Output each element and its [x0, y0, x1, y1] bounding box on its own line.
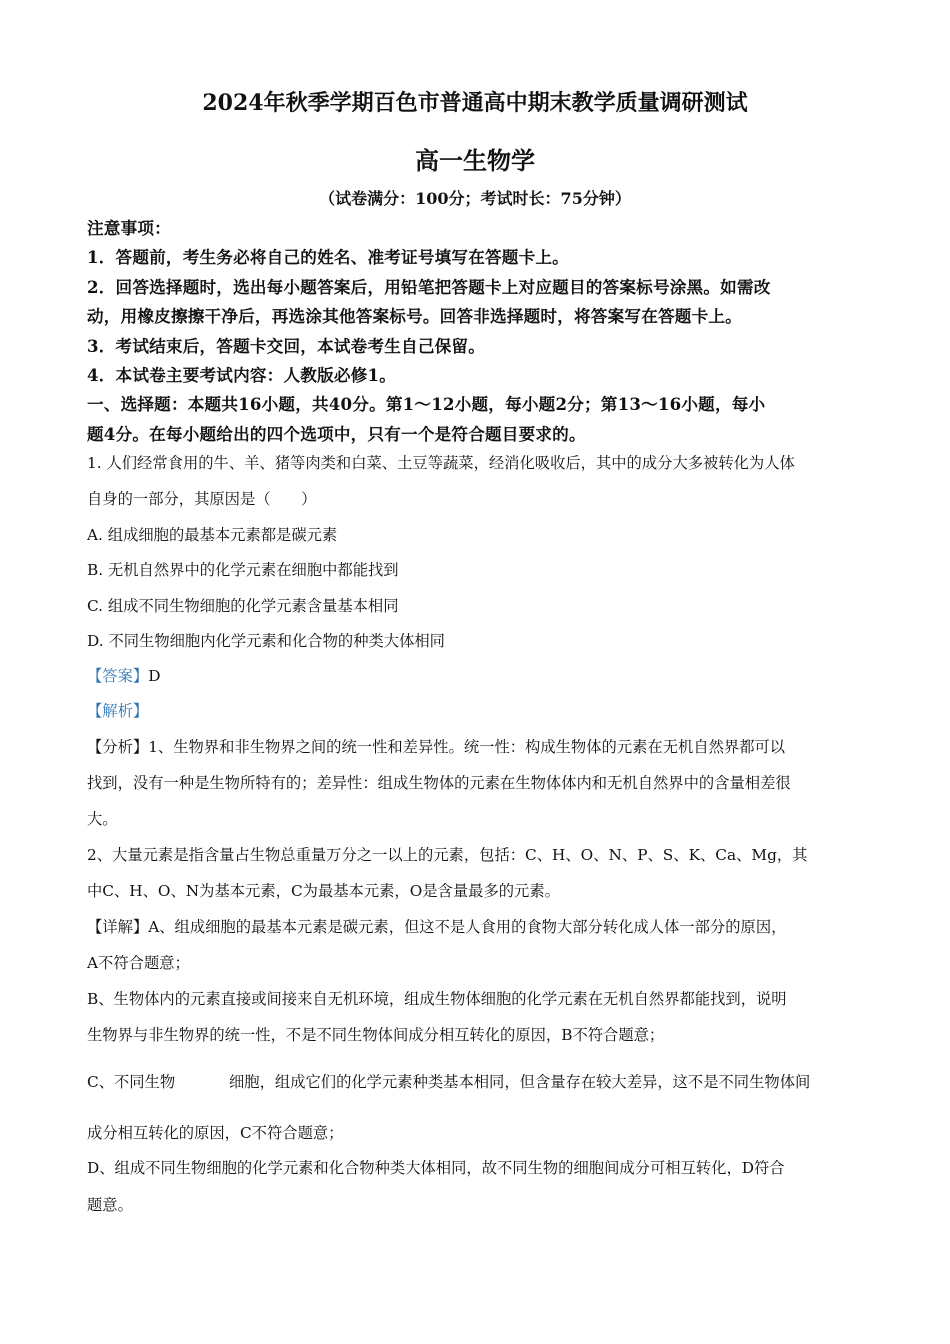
- notice-heading: 注意事项：: [87, 218, 171, 238]
- answer-label: 【答案】: [87, 667, 149, 685]
- analysis-line-10a: C、不同生物: [87, 1073, 176, 1091]
- subject-title: 高一生物学: [415, 146, 535, 175]
- analysis-line-5: 中C、H、O、N为基本元素，C为最基本元素，O是含量最多的元素。: [87, 882, 560, 900]
- analysis-line-13: 题意。: [87, 1196, 133, 1214]
- analysis-line-9: 生物界与非生物界的统一性，不是不同生物体间成分相互转化的原因，B不符合题意；: [87, 1026, 665, 1044]
- analysis-line-1: 【分析】1、生物界和非生物界之间的统一性和差异性。统一性：构成生物体的元素在无机自然界都可以: [87, 738, 786, 756]
- analysis-label: 【解析】: [87, 702, 149, 720]
- option-c: C. 组成不同生物细胞的化学元素含量基本相同: [87, 597, 399, 615]
- option-a: A. 组成细胞的最基本元素都是碳元素: [87, 526, 338, 544]
- notice-item-1: 1．答题前，考生务必将自己的姓名、准考证号填写在答题卡上。: [87, 247, 569, 267]
- notice-item-2-cont: 动，用橡皮擦擦干净后，再选涂其他答案标号。回答非选择题时，将答案写在答题卡上。: [87, 306, 742, 326]
- analysis-line-2: 找到，没有一种是生物所特有的；差异性：组成生物体的元素在生物体体内和无机自然界中的含量相差很: [87, 774, 791, 792]
- analysis-line-7: A不符合题意；: [87, 954, 190, 972]
- option-d: D. 不同生物细胞内化学元素和化合物的种类大体相同: [87, 632, 445, 650]
- notice-item-2: 2．回答选择题时，选出每小题答案后，用铅笔把答题卡上对应题目的答案标号涂黑。如需改: [87, 277, 771, 297]
- answer-value: D: [148, 667, 161, 685]
- analysis-line-6: 【详解】A、组成细胞的最基本元素是碳元素，但这不是人食用的食物大部分转化成人体一部分的原因，: [87, 918, 787, 936]
- analysis-line-11: 成分相互转化的原因，C不符合题意；: [87, 1124, 344, 1142]
- notice-item-3: 3．考试结束后，答题卡交回，本试卷考生自己保留。: [87, 336, 486, 356]
- section-heading-cont: 题4分。在每小题给出的四个选项中，只有一个是符合题目要求的。: [87, 424, 586, 444]
- analysis-line-12: D、组成不同生物细胞的化学元素和化合物种类大体相同，故不同生物的细胞间成分可相互转化，D符合: [87, 1159, 785, 1177]
- notice-item-4: 4．本试卷主要考试内容：人教版必修1。: [87, 365, 396, 385]
- exam-title: 2024年秋季学期百色市普通高中期末教学质量调研测试: [202, 90, 748, 116]
- question-stem: 1. 人们经常食用的牛、羊、猪等肉类和白菜、土豆等蔬菜，经消化吸收后，其中的成分大多被转化为人体: [87, 454, 795, 472]
- analysis-line-8: B、生物体内的元素直接或间接来自无机环境，组成生物体细胞的化学元素在无机自然界都能找到，说明: [87, 990, 787, 1008]
- answer-line: [87, 664, 160, 686]
- exam-info: （试卷满分：100分；考试时长：75分钟）: [319, 189, 631, 208]
- analysis-line-4: 2、大量元素是指含量占生物总重量万分之一以上的元素，包括：C、H、O、N、P、S、K、Ca、Mg，其: [87, 846, 808, 864]
- option-b: B. 无机自然界中的化学元素在细胞中都能找到: [87, 561, 399, 579]
- question-stem-cont: 自身的一部分，其原因是（ ）: [87, 490, 317, 508]
- analysis-line-10b: 细胞，组成它们的化学元素种类基本相同，但含量存在较大差异，这不是不同生物体间: [229, 1073, 811, 1091]
- section-heading: 一、选择题：本题共16小题，共40分。第1～12小题，每小题2分；第13～16小题，每小: [87, 394, 766, 414]
- analysis-line-3: 大。: [87, 810, 118, 828]
